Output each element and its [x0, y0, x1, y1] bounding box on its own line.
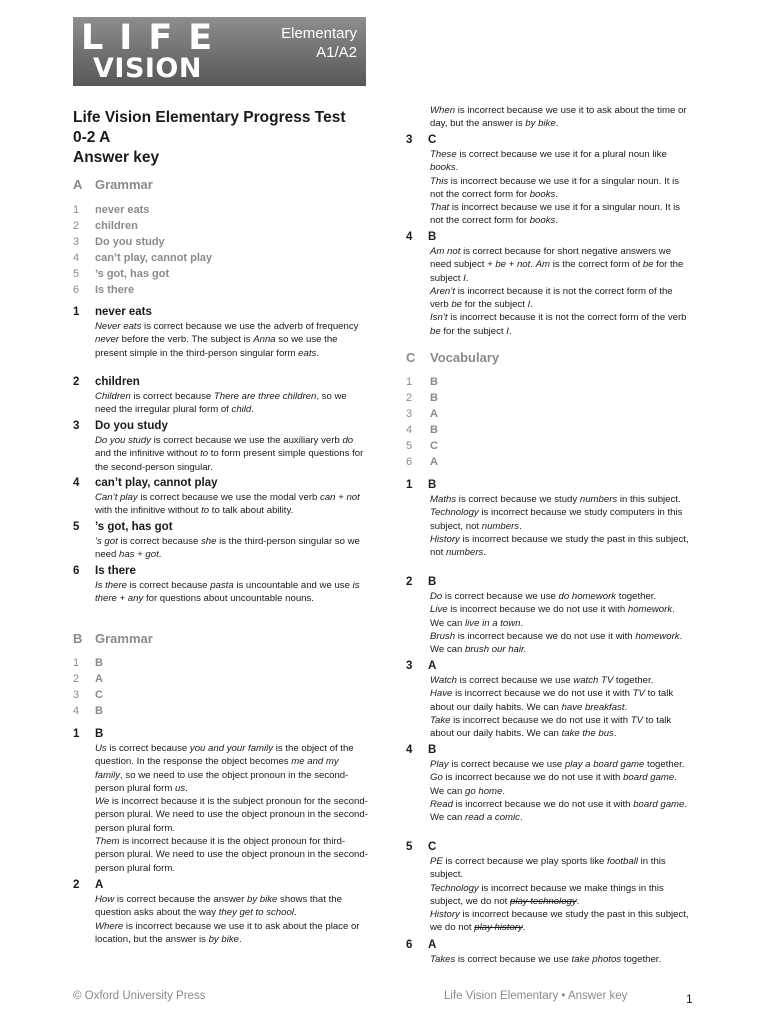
explanation-b3: 3 C These is correct because we use it for a plural noun like books. This is incorrect because we use it for a singular noun. It is not the correct form for books. That is incorrect because we use it for a singular noun. It is not the correct form for books. — [406, 134, 681, 227]
section-letter: A — [73, 177, 83, 192]
explanation-a6: 6 Is there Is there is correct because pasta is uncountable and we use is there + any for questions about uncountable nouns. — [73, 565, 360, 605]
section-a-heading — [73, 177, 153, 192]
section-letter: B — [73, 631, 83, 646]
list-item: 4 B — [73, 705, 103, 717]
explanation-b4: 4 B Am not is correct because for short negative answers we need subject + be + not. Am is the correct form of be for the subject I. Aren’t is incorrect because it is not the correct form of the verb be for the subject I. Isn’t is incorrect because it is not the correct form of the verb be for the subject I. — [406, 231, 687, 337]
section-b-answer-list — [73, 655, 103, 719]
explanation-b2-continued: When is incorrect because we use it to ask about the time or day, but the answer is by bike. — [430, 105, 687, 130]
section-a-answer-list — [73, 202, 212, 298]
logo-level — [281, 24, 357, 62]
list-item: 2 A — [73, 673, 103, 685]
list-item: 1 B — [406, 376, 438, 388]
explanation-a2: 2 children Children is correct because There are three children, so we need the irregular plural form of child. — [73, 376, 347, 416]
section-c-answer-list — [406, 374, 438, 470]
list-item: 2 B — [406, 392, 438, 404]
life-vision-logo — [73, 17, 366, 86]
section-name: Grammar — [95, 177, 153, 192]
title-line1: Life Vision Elementary Progress Test — [73, 109, 346, 126]
section-letter: C — [406, 350, 416, 365]
section-c-heading — [406, 350, 499, 365]
explanation-b2: 2 A How is correct because the answer by bike shows that the question asks about the way they get to school. Where is incorrect because we use it to ask about the place or location, but the answer is by bike. — [73, 879, 360, 945]
explanation-a1: 1 never eats Never eats is correct because we use the adverb of frequency never before the verb. The subject is Anna so we use the present simple in the third-person singular form eats. — [73, 306, 359, 359]
list-item: 3 C — [73, 689, 103, 701]
explanation-c5: 5 C PE is correct because we play sports like football in this subject. Technology is incorrect because we make things in this subject, we do not play technology. History is incorrect because we study the past in this subject, we do not play history. — [406, 841, 689, 934]
explanation-a5: 5 ’s got, has got ’s got is correct because she is the third-person singular so we need has + got. — [73, 521, 360, 561]
footer-copyright: © Oxford University Press — [73, 990, 206, 1002]
title-line3: Answer key — [73, 149, 160, 166]
list-item: 5 C — [406, 440, 438, 452]
logo-level-line2: A1/A2 — [316, 44, 357, 61]
section-name: Vocabulary — [430, 350, 500, 365]
list-item: 1 never eats — [73, 204, 150, 216]
explanation-a4: 4 can’t play, cannot play Can’t play is correct because we use the modal verb can + not with the infinitive without to to talk about ability. — [73, 477, 360, 517]
list-item: 2 children — [73, 220, 138, 232]
logo-word-life: LIFE — [81, 18, 229, 58]
logo-word-vision: VISION — [93, 53, 202, 84]
explanation-c4: 4 B Play is correct because we use play a board game together. Go is incorrect because we do not use it with board game. We can go home. Read is incorrect because we do not use it with board game. We can read a comic. — [406, 744, 688, 824]
list-item: 3 Do you study — [73, 236, 165, 248]
list-item: 1 B — [73, 657, 103, 669]
section-b-heading — [73, 631, 153, 646]
page-title — [73, 108, 373, 168]
explanation-c6: 6 A Takes is correct because we use take photos together. — [406, 939, 662, 965]
list-item: 6 A — [406, 456, 438, 468]
list-item: 4 can’t play, cannot play — [73, 252, 213, 264]
list-item: 3 A — [406, 408, 438, 420]
explanation-c1: 1 B Maths is correct because we study numbers in this subject. Technology is incorrect because we study computers in this subject, not numbers. History is incorrect because we study the past in this subject, not numbers. — [406, 479, 689, 559]
list-item: 6 Is there — [73, 284, 135, 296]
list-item: 5 ’s got, has got — [73, 268, 170, 280]
explanation-b1: 1 B Us is correct because you and your family is the object of the question. In the response the object becomes me and my family, so we need to use the object pronoun in the second-person plural form us. We is incorrect because it is the subject pronoun for the second-person plural. We need to use the object pronoun in the second-person plural form. Them is incorrect because it is the object pronoun for third-person plural. We need to use the object pronoun in the second-person plural form. — [73, 728, 368, 874]
logo-level-line1: Elementary — [281, 25, 357, 42]
explanation-c2: 2 B Do is correct because we use do homework together. Live is incorrect because we do not use it with homework. We can live in a town. Brush is incorrect because we do not use it with homework. We can brush our hair. — [406, 576, 683, 656]
footer-book-title: Life Vision Elementary • Answer key — [444, 990, 628, 1002]
section-name: Grammar — [95, 631, 153, 646]
page-number: 1 — [686, 992, 693, 1006]
list-item: 4 B — [406, 424, 438, 436]
explanation-a3: 3 Do you study Do you study is correct because we use the auxiliary verb do and the infinitive without to to form present simple questions for the second-person singular. — [73, 420, 364, 473]
title-line2: 0-2 A — [73, 129, 111, 146]
explanation-c3: 3 A Watch is correct because we use watch TV together. Have is incorrect because we do not use it with TV to talk about our daily habits. We can have breakfast. Take is incorrect because we do not use it with TV to talk about our daily habits. We can take the bus. — [406, 660, 674, 740]
